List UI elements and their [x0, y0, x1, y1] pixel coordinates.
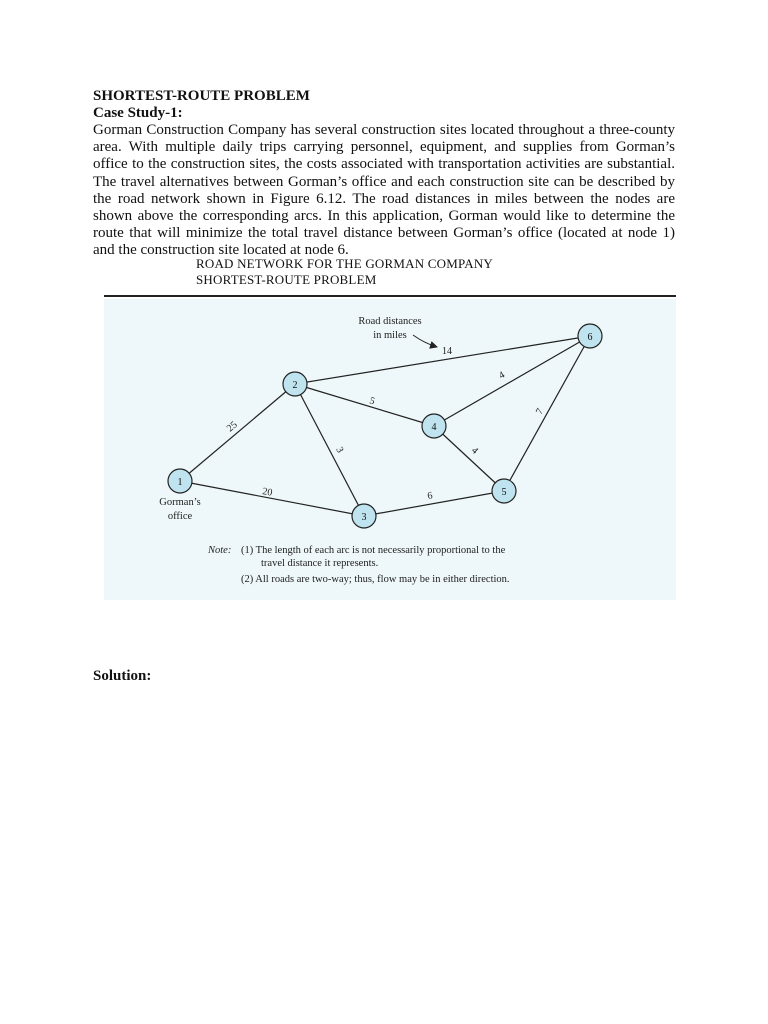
arc-2-6 [295, 336, 590, 384]
arc-2-4 [295, 384, 434, 426]
node-5 [492, 479, 516, 503]
problem-description: Gorman Construction Company has several construction sites located throughout a three-county area. With multiple daily trips carrying personnel, equipment, and supplies from Gorman’s office to the construction sites, the costs associated with transportation activities are substantial. The travel alternatives between Gorman’s office and each construction site can be described by the road network shown in Figure 6.12. The road distances in miles between the nodes are shown above the corresponding arcs. In this application, Gorman would like to determine the route that will minimize the total travel distance between Gorman’s office (located at node 1) and the construction site located at node 6. [93, 122, 675, 259]
node-1-label: 1 [177, 477, 183, 488]
callout-line-1: Road distances [358, 316, 422, 327]
node-6-label: 6 [587, 332, 593, 343]
arc-1-3 [180, 481, 364, 516]
distance-label-5-6: 7 [534, 406, 547, 417]
arc-4-5 [434, 426, 504, 491]
node-6 [578, 324, 602, 348]
node-1 [168, 469, 192, 493]
case-study-heading: Case Study-1: [93, 105, 183, 121]
arc-4-6 [434, 336, 590, 426]
problem-title: SHORTEST-ROUTE PROBLEM [93, 88, 310, 104]
node-3 [352, 504, 376, 528]
arc-2-3 [295, 384, 364, 516]
node-2-label: 2 [292, 380, 298, 391]
distance-label-2-3: 3 [333, 445, 346, 455]
distance-label-2-4: 5 [368, 395, 377, 408]
office-label-line-1: Gorman’s [159, 497, 201, 508]
note-label: Note: [208, 545, 232, 556]
arc-3-5 [364, 491, 504, 516]
distance-label-3-5: 6 [426, 490, 434, 502]
figure-caption-line-1: ROAD NETWORK FOR THE GORMAN COMPANY [196, 256, 493, 271]
note-1-line-2: travel distance it represents. [261, 558, 379, 569]
distance-label-4-5: 4 [468, 445, 481, 457]
note-2: (2) All roads are two-way; thus, flow may be in either direction. [241, 574, 510, 585]
node-5-label: 5 [501, 487, 507, 498]
figure-top-rule [104, 295, 676, 297]
callout-line-2: in miles [373, 330, 407, 341]
callout-arrow [413, 335, 437, 347]
arc-1-2 [180, 384, 295, 481]
node-3-label: 3 [361, 512, 367, 523]
solution-heading: Solution: [93, 668, 152, 684]
note-1-line-1: (1) The length of each arc is not necessarily proportional to the [241, 545, 506, 556]
distance-label-1-3: 20 [261, 486, 274, 499]
node-4-label: 4 [431, 422, 437, 433]
office-label-line-2: office [167, 511, 193, 522]
figure-caption-line-2: SHORTEST-ROUTE PROBLEM [196, 272, 377, 287]
road-network-diagram [104, 299, 676, 600]
node-2 [283, 372, 307, 396]
distance-label-1-2: 25 [224, 419, 240, 435]
distance-label-2-6: 14 [442, 346, 452, 357]
arc-5-6 [504, 336, 590, 491]
node-4 [422, 414, 446, 438]
distance-label-4-6: 4 [497, 369, 507, 382]
